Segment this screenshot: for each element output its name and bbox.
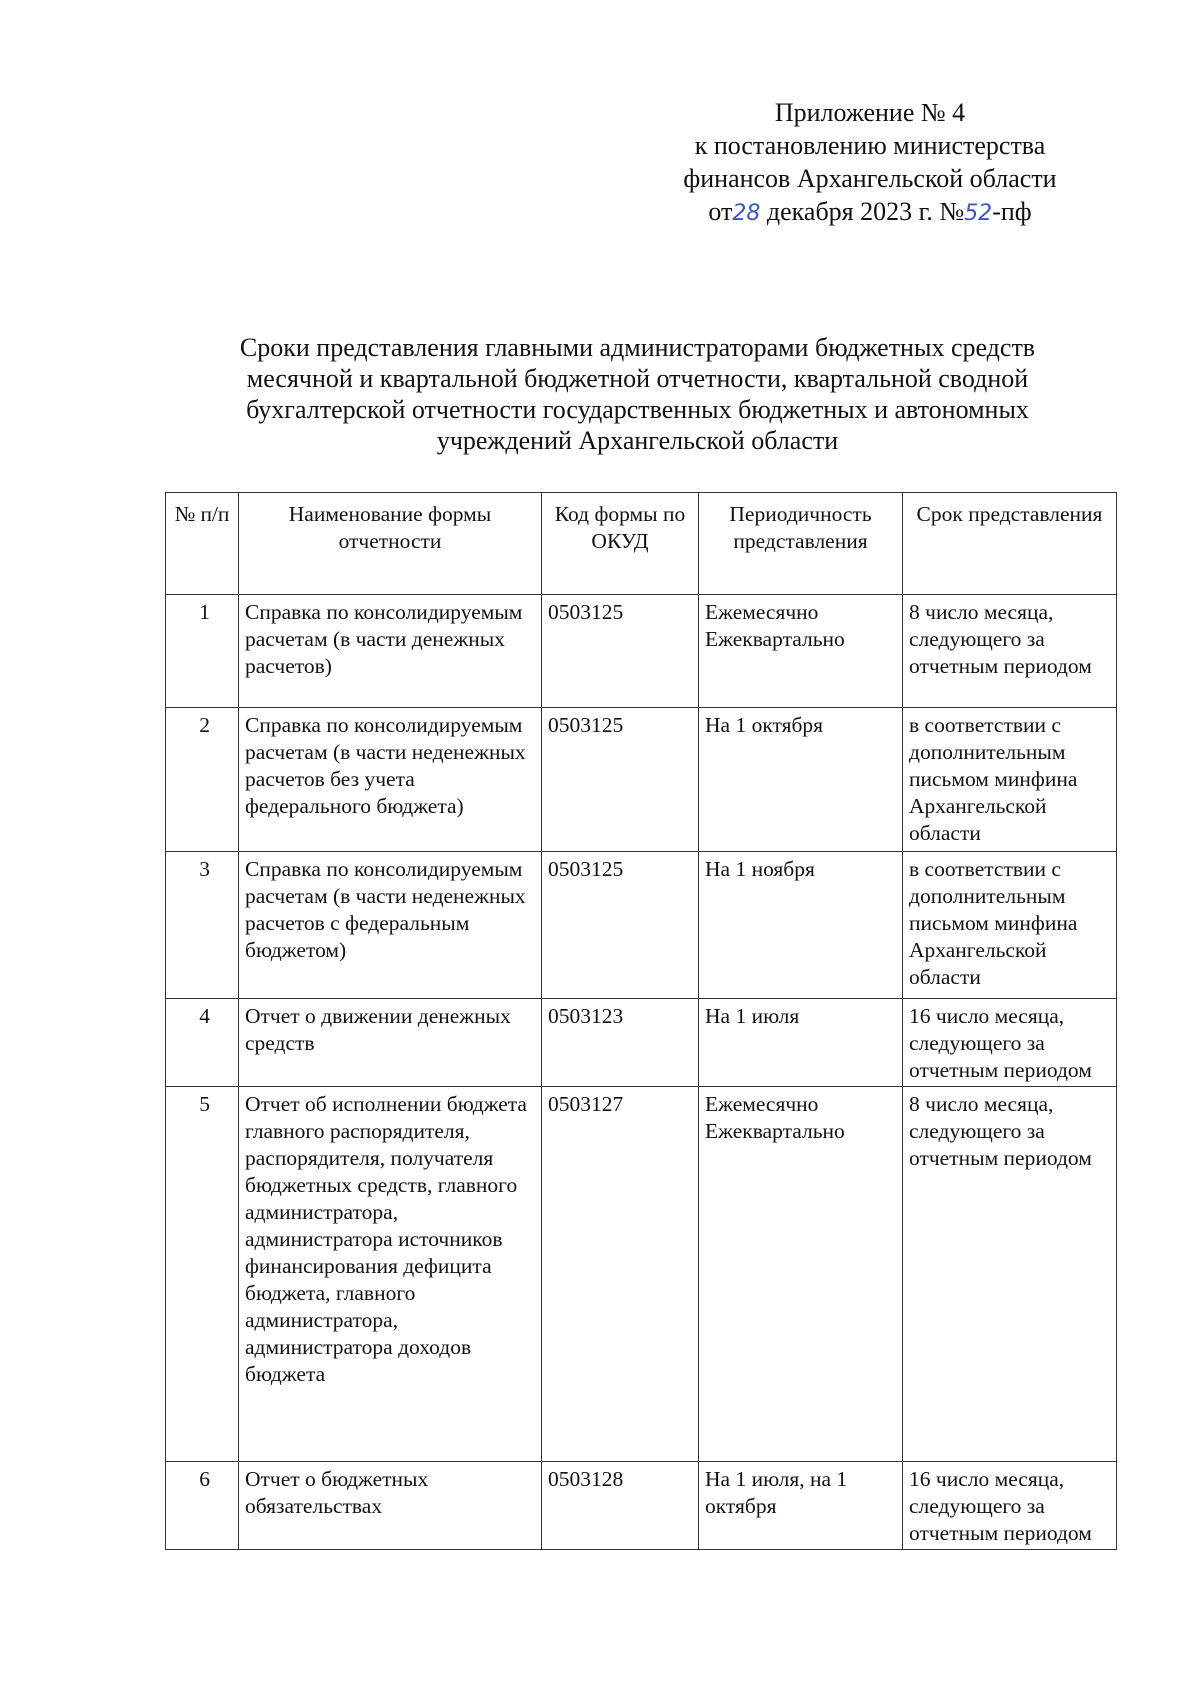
appendix-ref-line: к постановлению министерства [694, 131, 1046, 160]
appendix-date-line [640, 195, 1100, 230]
okud-code: 0503125 [542, 595, 699, 708]
deadline: 16 число месяца, следующего за отчетным периодом [903, 999, 1117, 1087]
row-number: 6 [166, 1462, 239, 1550]
appendix-number: Приложение № 4 [774, 98, 966, 127]
handwritten-day: 28 [732, 201, 761, 226]
form-name: Справка по консолидируемым расчетам (в части неденежных расчетов без учета федерального бюджета) [239, 708, 542, 852]
form-name: Отчет об исполнении бюджета главного распорядителя, распорядителя, получателя бюджетных средств, главного администратора, администратора источников финансирования дефицита бюджета, главного администратора, администратора доходов бюджета [239, 1087, 542, 1462]
table-row [166, 595, 1117, 708]
table-row [166, 1462, 1117, 1550]
okud-code: 0503123 [542, 999, 699, 1087]
row-number: 3 [166, 852, 239, 999]
periodicity: На 1 ноября [699, 852, 903, 999]
row-number: 1 [166, 595, 239, 708]
title-line: учреждений Архангельской области [436, 426, 839, 455]
header-cell-deadline: Срок представления [903, 493, 1117, 595]
deadline: в соответствии с дополнительным письмом минфина Архангельской области [903, 708, 1117, 852]
appendix-header [640, 96, 1100, 230]
header-cell-periodicity: Периодичность представления [699, 493, 903, 595]
header-cell-number: № п/п [166, 493, 239, 595]
title-line: бухгалтерской отчетности государственных бюджетных и автономных [246, 395, 1029, 424]
deadline: 16 число месяца, следующего за отчетным периодом [903, 1462, 1117, 1550]
table-row [166, 1087, 1117, 1462]
table-row [166, 708, 1117, 852]
form-name: Отчет о бюджетных обязательствах [239, 1462, 542, 1550]
periodicity: На 1 октября [699, 708, 903, 852]
doc-suffix: -пф [992, 197, 1032, 226]
table-header-row [166, 493, 1117, 595]
row-number: 4 [166, 999, 239, 1087]
header-cell-okud-code: Код формы по ОКУД [542, 493, 699, 595]
header-cell-form-name: Наименование формы отчетности [239, 493, 542, 595]
deadline: 8 число месяца, следующего за отчетным периодом [903, 1087, 1117, 1462]
form-name: Отчет о движении денежных средств [239, 999, 542, 1087]
reporting-schedule-table [165, 492, 1117, 1550]
okud-code: 0503128 [542, 1462, 699, 1550]
title-line: Сроки представления главными администраторами бюджетных средств [239, 333, 1036, 362]
deadline: в соответствии с дополнительным письмом минфина Архангельской области [903, 852, 1117, 999]
handwritten-doc-number: 52 [964, 201, 993, 226]
table-row [166, 852, 1117, 999]
okud-code: 0503125 [542, 708, 699, 852]
row-number: 5 [166, 1087, 239, 1462]
okud-code: 0503127 [542, 1087, 699, 1462]
periodicity: На 1 июля [699, 999, 903, 1087]
appendix-ref-line: финансов Архангельской области [683, 164, 1057, 193]
date-text: декабря 2023 г. № [760, 197, 965, 226]
title-line: месячной и квартальной бюджетной отчетности, квартальной сводной [246, 364, 1029, 393]
form-name: Справка по консолидируемым расчетам (в части неденежных расчетов с федеральным бюджетом) [239, 852, 542, 999]
periodicity: Ежемесячно Ежеквартально [699, 1087, 903, 1462]
periodicity: На 1 июля, на 1 октября [699, 1462, 903, 1550]
form-name: Справка по консолидируемым расчетам (в части денежных расчетов) [239, 595, 542, 708]
table-row [166, 999, 1117, 1087]
deadline: 8 число месяца, следующего за отчетным периодом [903, 595, 1117, 708]
row-number: 2 [166, 708, 239, 852]
date-prefix: от [708, 197, 733, 226]
document-title [160, 332, 1115, 456]
periodicity: Ежемесячно Ежеквартально [699, 595, 903, 708]
okud-code: 0503125 [542, 852, 699, 999]
